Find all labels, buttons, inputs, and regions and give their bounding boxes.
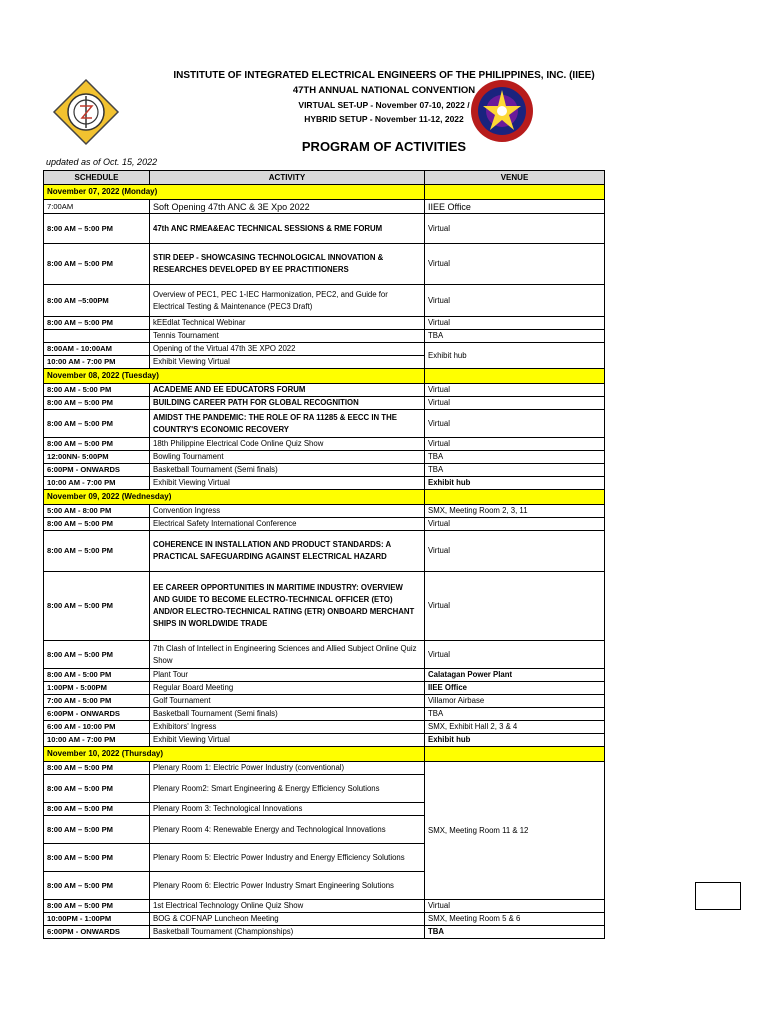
venue-cell: Virtual	[425, 900, 605, 913]
column-header-schedule: SCHEDULE	[44, 171, 150, 185]
schedule-cell: 8:00 AM – 5:00 PM	[44, 397, 150, 410]
schedule-cell: 1:00PM - 5:00PM	[44, 682, 150, 695]
venue-cell: Virtual	[425, 244, 605, 285]
activity-cell: Basketball Tournament (Semi finals)	[150, 708, 425, 721]
venue-cell: Villamor Airbase	[425, 695, 605, 708]
table-row	[44, 695, 605, 708]
schedule-cell: 6:00 AM - 10:00 PM	[44, 721, 150, 734]
venue-cell: Virtual	[425, 317, 605, 330]
activity-cell: 1st Electrical Technology Online Quiz Show	[150, 900, 425, 913]
venue-cell: Virtual	[425, 531, 605, 572]
table-row	[44, 721, 605, 734]
venue-cell: SMX, Meeting Room 2, 3, 11	[425, 505, 605, 518]
updated-note: updated as of Oct. 15, 2022	[46, 157, 158, 167]
schedule-cell: 5:00 AM - 8:00 PM	[44, 505, 150, 518]
activity-cell: 18th Philippine Electrical Code Online Quiz Show	[150, 438, 425, 451]
program-title: PROGRAM OF ACTIVITIES	[301, 139, 467, 154]
activity-cell: Bowling Tournament	[150, 451, 425, 464]
convention-name: 47TH ANNUAL NATIONAL CONVENTION	[292, 85, 476, 96]
hybrid-setup: HYBRID SETUP - November 11-12, 2022	[304, 114, 464, 124]
venue-cell: Calatagan Power Plant	[425, 669, 605, 682]
activity-cell: Exhibit Viewing Virtual	[150, 477, 425, 490]
schedule-cell: 8:00AM - 10:00AM	[44, 343, 150, 356]
schedule-cell: 8:00 AM – 5:00 PM	[44, 900, 150, 913]
venue-cell: TBA	[425, 464, 605, 477]
schedule-cell: 6:00PM - ONWARDS	[44, 464, 150, 477]
day-label: November 07, 2022 (Monday)	[44, 185, 425, 200]
table-row	[44, 384, 605, 397]
schedule-cell: 8:00 AM – 5:00 PM	[44, 214, 150, 244]
schedule-cell: 8:00 AM – 5:00 PM	[44, 775, 150, 803]
venue-cell: Virtual	[425, 572, 605, 641]
venue-cell: TBA	[425, 926, 605, 939]
activity-cell: Plenary Room 4: Renewable Energy and Technological Innovations	[150, 816, 425, 844]
activity-cell: Regular Board Meeting	[150, 682, 425, 695]
day-venue-blank	[425, 747, 605, 762]
activity-cell: Basketball Tournament (Semi finals)	[150, 464, 425, 477]
table-row	[44, 708, 605, 721]
venue-cell: SMX, Meeting Room 11 & 12	[425, 762, 605, 900]
schedule-cell: 8:00 AM – 5:00 PM	[44, 518, 150, 531]
day-label: November 08, 2022 (Tuesday)	[44, 369, 425, 384]
table-row	[44, 410, 605, 438]
activity-cell: Plant Tour	[150, 669, 425, 682]
table-row	[44, 762, 605, 775]
table-row	[44, 572, 605, 641]
activity-cell: Opening of the Virtual 47th 3E XPO 2022	[150, 343, 425, 356]
program-table	[43, 170, 605, 939]
activity-cell: Plenary Room 6: Electric Power Industry Smart Engineering Solutions	[150, 872, 425, 900]
table-row	[44, 317, 605, 330]
activity-cell: Golf Tournament	[150, 695, 425, 708]
day-label: November 10, 2022 (Thursday)	[44, 747, 425, 762]
schedule-cell: 7:00AM	[44, 200, 150, 214]
table-row	[44, 641, 605, 669]
activity-cell: Exhibit Viewing Virtual	[150, 356, 425, 369]
activity-cell: 7th Clash of Intellect in Engineering Sciences and Allied Subject Online Quiz Show	[150, 641, 425, 669]
schedule-cell: 12:00NN- 5:00PM	[44, 451, 150, 464]
activity-cell: Tennis Tournament	[150, 330, 425, 343]
table-row	[44, 343, 605, 356]
day-row	[44, 747, 605, 762]
activity-cell: 47th ANC RMEA&EAC TECHNICAL SESSIONS & RME FORUM	[150, 214, 425, 244]
activity-cell: Plenary Room2: Smart Engineering & Energy Efficiency Solutions	[150, 775, 425, 803]
table-row	[44, 669, 605, 682]
table-row	[44, 397, 605, 410]
venue-cell: TBA	[425, 330, 605, 343]
org-name: INSTITUTE OF INTEGRATED ELECTRICAL ENGINEERS OF THE PHILIPPINES, INC. (IIEE)	[173, 70, 595, 81]
schedule-cell: 8:00 AM – 5:00 PM	[44, 803, 150, 816]
document-header	[0, 68, 768, 126]
table-header-row	[44, 171, 605, 185]
activity-cell: ACADEME AND EE EDUCATORS FORUM	[150, 384, 425, 397]
empty-cell-box	[695, 882, 741, 910]
activity-cell: STIR DEEP - SHOWCASING TECHNOLOGICAL INNOVATION & RESEARCHES DEVELOPED BY EE PRACTITIONERS	[150, 244, 425, 285]
schedule-cell: 8:00 AM – 5:00 PM	[44, 872, 150, 900]
day-row	[44, 185, 605, 200]
schedule-cell: 10:00 AM - 7:00 PM	[44, 734, 150, 747]
activity-cell: Basketball Tournament (Championships)	[150, 926, 425, 939]
venue-cell: Virtual	[425, 438, 605, 451]
activity-cell: EE CAREER OPPORTUNITIES IN MARITIME INDUSTRY: OVERVIEW AND GUIDE TO BECOME ELECTRO-TECHNICAL OFFICER (ETO) AND/OR ELECTRO-TECHNICAL RATING (ETR) ONBOARD MERCHANT SHIPS IN WORLDWIDE TRADE	[150, 572, 425, 641]
schedule-cell: 8:00 AM – 5:00 PM	[44, 641, 150, 669]
table-row	[44, 682, 605, 695]
schedule-cell: 8:00 AM – 5:00 PM	[44, 762, 150, 775]
venue-cell: Virtual	[425, 518, 605, 531]
activity-cell: kEEdlat Technical Webinar	[150, 317, 425, 330]
venue-cell: Virtual	[425, 397, 605, 410]
activity-cell: BUILDING CAREER PATH FOR GLOBAL RECOGNITION	[150, 397, 425, 410]
activity-cell: Exhibit Viewing Virtual	[150, 734, 425, 747]
day-row	[44, 490, 605, 505]
table-row	[44, 900, 605, 913]
activity-cell: AMIDST THE PANDEMIC: THE ROLE OF RA 11285 & EECC IN THE COUNTRY'S ECONOMIC RECOVERY	[150, 410, 425, 438]
venue-cell: Virtual	[425, 410, 605, 438]
table-row	[44, 518, 605, 531]
table-row	[44, 505, 605, 518]
schedule-cell: 10:00PM - 1:00PM	[44, 913, 150, 926]
schedule-cell: 8:00 AM – 5:00 PM	[44, 531, 150, 572]
schedule-cell: 10:00 AM - 7:00 PM	[44, 477, 150, 490]
venue-cell: IIEE Office	[425, 200, 605, 214]
venue-cell: Exhibit hub	[425, 477, 605, 490]
venue-cell: Virtual	[425, 214, 605, 244]
schedule-cell: 8:00 AM –5:00PM	[44, 285, 150, 317]
table-row	[44, 926, 605, 939]
venue-cell: Exhibit hub	[425, 734, 605, 747]
activity-cell: COHERENCE IN INSTALLATION AND PRODUCT STANDARDS: A PRACTICAL SAFEGUARDING AGAINST ELECTRICAL HAZARD	[150, 531, 425, 572]
table-row	[44, 464, 605, 477]
venue-cell: Virtual	[425, 384, 605, 397]
activity-cell: BOG & COFNAP Luncheon Meeting	[150, 913, 425, 926]
schedule-cell: 8:00 AM – 5:00 PM	[44, 844, 150, 872]
venue-cell: Virtual	[425, 641, 605, 669]
schedule-cell: 6:00PM - ONWARDS	[44, 708, 150, 721]
table-row	[44, 913, 605, 926]
venue-cell: TBA	[425, 451, 605, 464]
schedule-cell: 8:00 AM – 5:00 PM	[44, 816, 150, 844]
venue-cell: SMX, Meeting Room 5 & 6	[425, 913, 605, 926]
table-row	[44, 244, 605, 285]
schedule-cell: 8:00 AM - 5:00 PM	[44, 669, 150, 682]
table-row	[44, 438, 605, 451]
table-row	[44, 477, 605, 490]
activity-cell: Convention Ingress	[150, 505, 425, 518]
schedule-cell: 7:00 AM - 5:00 PM	[44, 695, 150, 708]
activity-cell: Exhibitors' Ingress	[150, 721, 425, 734]
table-row	[44, 214, 605, 244]
activity-cell: Electrical Safety International Conference	[150, 518, 425, 531]
venue-cell: Virtual	[425, 285, 605, 317]
day-label: November 09, 2022 (Wednesday)	[44, 490, 425, 505]
venue-cell: TBA	[425, 708, 605, 721]
day-venue-blank	[425, 490, 605, 505]
schedule-cell: 8:00 AM – 5:00 PM	[44, 410, 150, 438]
venue-cell: IIEE Office	[425, 682, 605, 695]
table-row	[44, 330, 605, 343]
column-header-venue: VENUE	[425, 171, 605, 185]
schedule-cell: 8:00 AM – 5:00 PM	[44, 317, 150, 330]
virtual-setup: VIRTUAL SET-UP - November 07-10, 2022 /	[298, 100, 470, 110]
activity-cell: Plenary Room 5: Electric Power Industry and Energy Efficiency Solutions	[150, 844, 425, 872]
column-header-activity: ACTIVITY	[150, 171, 425, 185]
activity-cell: Soft Opening 47th ANC & 3E Xpo 2022	[150, 200, 425, 214]
table-row	[44, 734, 605, 747]
day-venue-blank	[425, 185, 605, 200]
schedule-cell: 10:00 AM - 7:00 PM	[44, 356, 150, 369]
schedule-cell: 8:00 AM – 5:00 PM	[44, 572, 150, 641]
activity-cell: Plenary Room 3: Technological Innovations	[150, 803, 425, 816]
table-row	[44, 285, 605, 317]
day-row	[44, 369, 605, 384]
schedule-cell: 8:00 AM – 5:00 PM	[44, 244, 150, 285]
table-row	[44, 200, 605, 214]
activity-cell: Plenary Room 1: Electric Power Industry (conventional)	[150, 762, 425, 775]
table-row	[44, 531, 605, 572]
schedule-cell: 6:00PM - ONWARDS	[44, 926, 150, 939]
day-venue-blank	[425, 369, 605, 384]
activity-cell: Overview of PEC1, PEC 1-IEC Harmonization, PEC2, and Guide for Electrical Testing & Maintenance (PEC3 Draft)	[150, 285, 425, 317]
table-row	[44, 451, 605, 464]
schedule-cell	[44, 330, 150, 343]
schedule-cell: 8:00 AM - 5:00 PM	[44, 384, 150, 397]
venue-cell: SMX, Exhibit Hall 2, 3 & 4	[425, 721, 605, 734]
schedule-cell: 8:00 AM – 5:00 PM	[44, 438, 150, 451]
venue-cell: Exhibit hub	[425, 343, 605, 369]
